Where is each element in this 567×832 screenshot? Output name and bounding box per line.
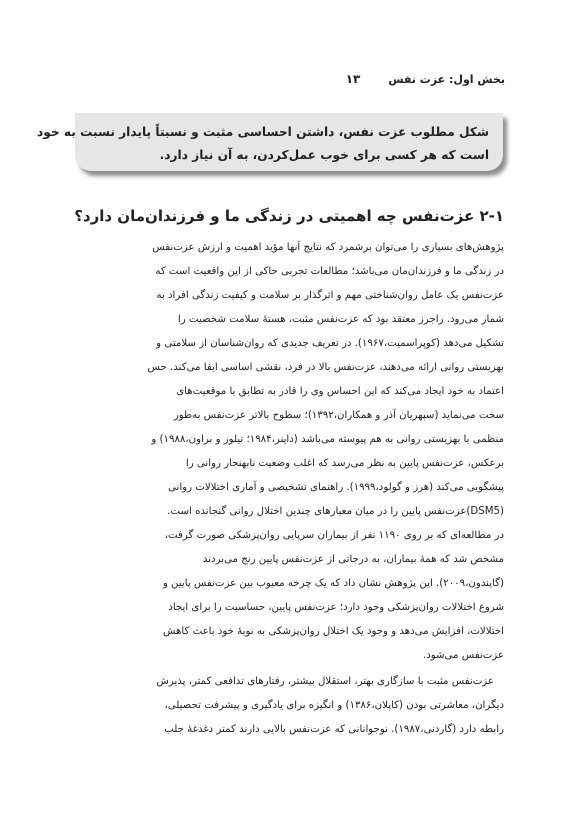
text-line: شمار می‌رود. راجرز معتقد بود که عزت‌نفس مثبت، هستۀ سلامت شخصیت را [177, 314, 504, 325]
text-line: منظمی با بهزیستی روانی به هم پیوسته می‌باشد (داینر،۱۹۸۴؛ تیلور و براون،۱۹۸۸) و [151, 434, 504, 445]
text-line: اعتماد به خود ایجاد می‌کند که این احساس وی را قادر به تطابق با موقعیت‌های [176, 386, 504, 397]
callout-line: است که هر کسی برای خوب عمل‌کردن، به آن نیاز دارد. [159, 148, 489, 162]
text-line: عزت‌نفس مثبت با سازگاری بهتر، استقلال بیشتر، رفتارهای تدافعی کمتر، پذیرش [156, 676, 494, 687]
page-header [62, 68, 505, 90]
highlight-callout-box [36, 113, 503, 171]
text-line: عزت‌نفس می‌شود. [422, 650, 504, 661]
text-line: در زندگی ما و فرزندان‌مان می‌باشد؛ مطالعات تجربی حاکی از این واقعیت است که [155, 266, 504, 277]
paragraph [62, 236, 504, 668]
text-line: (گایندون،۲۰۰۹). این پژوهش نشان داد که یک چرخه معیوب بین عزت‌نفس پایین و [162, 578, 504, 589]
text-line: برعکس، عزت‌نفس پایین به نظر می‌رسد که اغلب وضعیت نابهنجار روانی را [185, 458, 504, 469]
text-line: در مطالعه‌ای که بر روی ۱۱۹۰ نفر از بیماران سرپایی روان‌پزشکی صورت گرفت، [164, 530, 504, 541]
text-line: شروع اختلالات روان‌پزشکی وجود دارد؛ عزت‌نفس پایین، حساسیت را برای ایجاد [168, 602, 504, 613]
text-line: سخت می‌نماید (سپهریان آذر و همکاران،۱۳۹۲)؛ سطوح بالاتر عزت‌نفس به‌طور [173, 410, 504, 421]
text-line: تشکیل می‌دهد (کوپراسمیت،۱۹۶۷). در تعریف جدیدی که روان‌شناسان از سلامتی و [156, 338, 504, 349]
running-title: بخش اول: عزت نفس [388, 72, 505, 86]
text-line: عزت‌نفس یک عامل روان‌شناختی مهم و اثرگذار بر سلامت و کیفیت زندگی افراد به [156, 290, 504, 301]
paragraph [62, 670, 504, 742]
text-line: (DSM5)عزت‌نفس پایین را در میان معیارهای چندین اختلال روانی گنجانده است. [167, 506, 504, 517]
text-line: رابطه دارد (گاردنی،۱۹۸۷). نوجوانانی که عزت‌نفس بالایی دارند کمتر دغدغۀ جلب [164, 724, 504, 735]
body-text [62, 236, 504, 742]
text-line: بهزیستی روانی ارائه می‌دهند، عزت‌نفس بالا در فرد، نقشی اساسی ایفا می‌کند. حس [147, 362, 504, 373]
callout-line: شکل مطلوب عزت نفس، داشتن احساسی مثبت و نسبتاً پایدار نسبت به خود [36, 125, 489, 139]
text-line: پژوهش‌های بسیاری را می‌توان برشمرد که نتایج آنها مؤید اهمیت و ارزش عزت‌نفس [152, 242, 504, 253]
section-title: ۲-۱ عزت‌نفس چه اهمیتی در زندگی ما و فرزندان‌مان دارد؟ [74, 207, 504, 225]
text-line: اختلالات، افزایش می‌دهد و وجود یک اختلال روان‌پزشکی به نوبۀ خود باعث کاهش [163, 626, 504, 637]
page-number: ۱۳ [345, 72, 361, 86]
text-line: دیگران، معاشرتی بودن (کاپلان،۱۳۸۶) و انگیزه برای یادگیری و پیشرفت تحصیلی، [164, 700, 504, 711]
text-line: پیشگویی می‌کند (هرز و گولود،۱۹۹۹). راهنمای تشخیصی و آماری اختلالات روانی [168, 482, 504, 493]
text-line: مشخص شد که همۀ بیماران، به درجاتی از عزت‌نفس پایین رنج می‌بردند [202, 554, 504, 565]
